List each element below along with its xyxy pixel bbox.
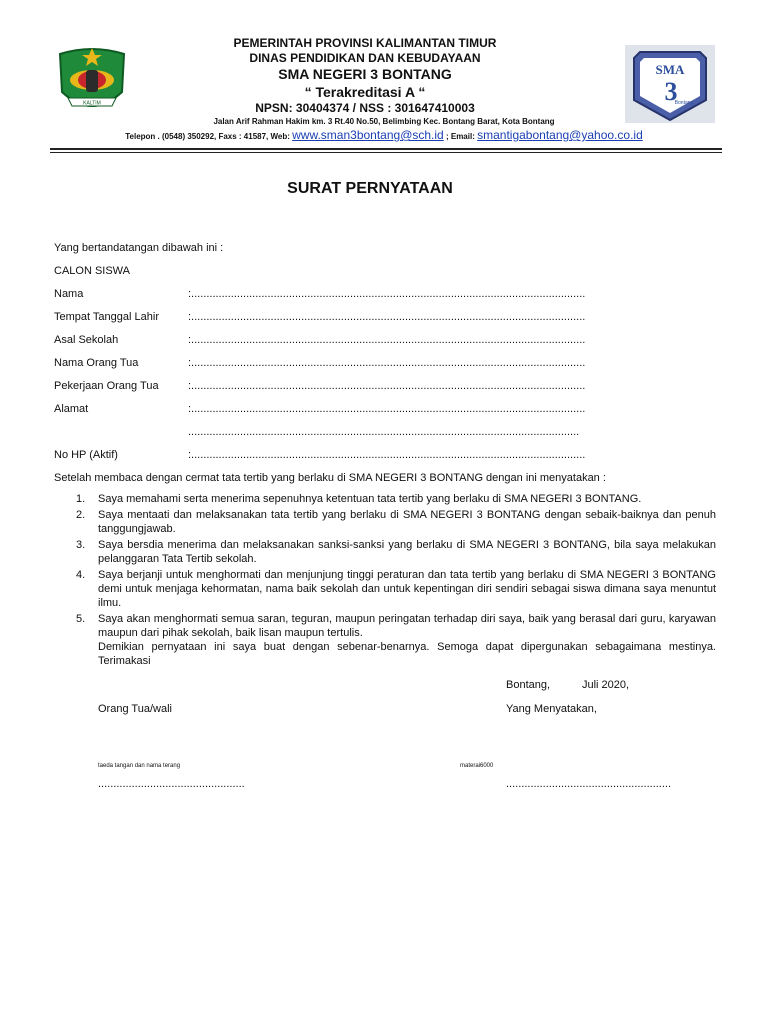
sign-note-right: materai6000 xyxy=(460,763,494,769)
header-divider-thin xyxy=(50,152,722,153)
field-label-parent-job: Pekerjaan Orang Tua xyxy=(54,380,159,392)
header-accreditation: “ Terakreditasi A “ xyxy=(304,84,426,100)
header-school-name: SMA NEGERI 3 BONTANG xyxy=(278,66,452,82)
statement-list xyxy=(76,492,716,642)
sign-note-left: taeda tangan dan nama terang xyxy=(98,763,181,769)
field-label-address: Alamat xyxy=(54,403,89,415)
header-npsn: NPSN: 30404374 / NSS : 301647410003 xyxy=(255,101,475,115)
field-label-birth: Tempat Tanggal Lahir xyxy=(54,311,159,323)
list-item: 3. Saya bersdia menerima dan melaksanakan sanksi-sanksi yang berlaku di SMA NEGERI 3 BONTANG, bila saya melakukan pelanggaran Tata Tertib sekolah. xyxy=(76,539,716,565)
declarant-label: Yang Menyatakan, xyxy=(506,703,597,715)
intro-text: Yang bertandatangan dibawah ini : xyxy=(54,242,224,254)
closing-text: Demikian pernyataan ini saya buat dengan sebenar-benarnya. Semoga dapat dipergunakan sebagaimana mestinya. Terimakasi xyxy=(98,641,716,667)
field-fill-address-2: ................................................................................................................................ xyxy=(188,426,580,438)
header-divider-thick xyxy=(50,148,722,150)
list-item: 1. Saya memahami serta menerima sepenuhnya ketentuan tata tertib yang berlaku di SMA NEGERI 3 BONTANG. xyxy=(76,493,642,505)
field-fill-parent-job: :................................................................................................................................. xyxy=(188,380,586,392)
header-address: Jalan Arif Rahman Hakim km. 3 Rt.40 No.50, Belimbing Kec. Bontang Barat, Kota Bontang xyxy=(213,117,555,126)
right-logo-label: SMA xyxy=(655,62,685,77)
list-item: 4. Saya berjanji untuk menghormati dan menjunjung tinggi peraturan dan tata tertib yang berlaku di SMA NEGERI 3 BONTANG demi untuk menjaga kehormatan, nama baik sekolah dan untuk kepentingan diri sendiri sebagai siswa dimana saya menuntut ilmu. xyxy=(76,569,716,609)
field-fill-parent: :................................................................................................................................. xyxy=(188,357,586,369)
header-contact xyxy=(0,128,768,142)
field-fill-school: :................................................................................................................................. xyxy=(188,334,586,346)
email-prefix: ; Email: xyxy=(445,132,475,141)
field-label-parent: Nama Orang Tua xyxy=(54,357,139,369)
field-label-school: Asal Sekolah xyxy=(54,334,119,346)
header-government: PEMERINTAH PROVINSI KALIMANTAN TIMUR xyxy=(233,36,497,50)
list-item: 5. Saya akan menghormati semua saran, teguran, maupun peringatan terhadap diri saya, baik yang berasal dari guru, karyawan maupun dari pihak sekolah, baik lisan maupun tertulis. xyxy=(76,613,716,639)
website-link[interactable]: www.sman3bontang@sch.id xyxy=(292,128,444,142)
section-label: CALON SISWA xyxy=(54,265,130,277)
left-logo-label: KALTIM xyxy=(83,100,101,107)
signature-line-parent: ................................................ xyxy=(98,778,245,790)
field-fill-birth: :................................................................................................................................. xyxy=(188,311,586,323)
statement-text: Setelah membaca dengan cermat tata tertib yang berlaku di SMA NEGERI 3 BONTANG dengan ini menyatakan : xyxy=(54,472,606,484)
field-fill-name: :................................................................................................................................. xyxy=(188,288,586,300)
right-logo-number: 3 xyxy=(664,77,678,106)
signature-line-declarant: ...................................................... xyxy=(506,778,672,790)
header-department: DINAS PENDIDIKAN DAN KEBUDAYAAN xyxy=(249,51,481,65)
place-text: Bontang, xyxy=(506,679,551,691)
field-fill-address: :................................................................................................................................. xyxy=(188,403,586,415)
field-label-phone: No HP (Aktif) xyxy=(54,449,118,461)
field-label-name: Nama xyxy=(54,288,84,300)
list-item: 2. Saya mentaati dan melaksanakan tata tertib yang berlaku di SMA NEGERI 3 BONTANG dengan sebaik-baiknya dan penuh tanggungjawab. xyxy=(76,509,716,535)
field-fill-phone: :................................................................................................................................. xyxy=(188,449,586,461)
date-text: Juli 2020, xyxy=(582,679,630,691)
contact-phone-fax: Telepon . (0548) 350292, Faxs : 41587, Web: xyxy=(125,132,290,141)
document-title: SURAT PERNYATAAN xyxy=(287,180,453,197)
right-logo-city: Bontang xyxy=(674,100,694,106)
parent-label: Orang Tua/wali xyxy=(98,703,172,715)
email-link[interactable]: smantigabontang@yahoo.co.id xyxy=(477,128,643,142)
